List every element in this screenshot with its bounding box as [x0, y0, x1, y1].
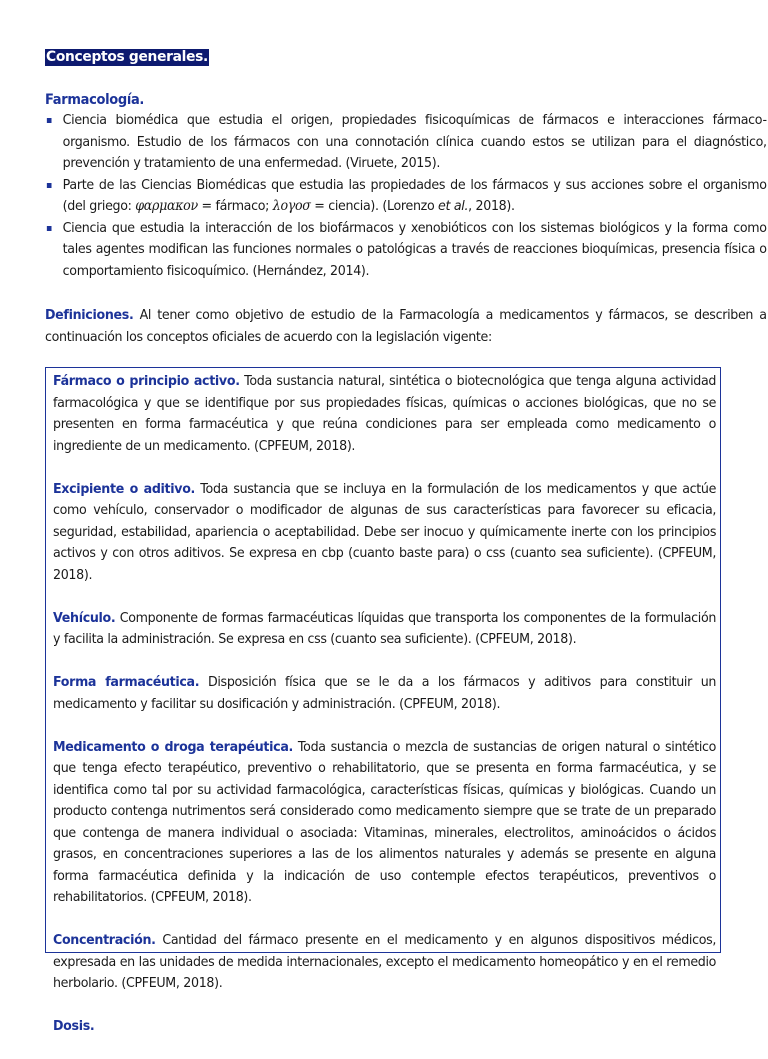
definition-text: Componente de formas farmacéuticas líquidas que transporta los componentes de la formulación y facilita la administración. Se expresa en css (cuanto sea suficiente). (CPFEUM, 2018).: [53, 609, 717, 647]
definition-term: Concentración.: [53, 932, 156, 948]
greek-term: λογοσ: [272, 198, 311, 214]
definition-text: Toda sustancia natural, sintética o biotecnológica que tenga alguna actividad farmacológica y que se identifique por sus propiedades físicas, químicas o acciones biológicas, que no se presenten en forma farmacéutica y que reúna condiciones para ser empleada como medicamento o ingrediente de un medicamento. (CPFEUM, 2018).: [53, 373, 717, 454]
farmacologia-list: [45, 110, 767, 282]
definitions-box-content: [53, 371, 716, 1059]
definition-entry: [53, 930, 716, 995]
list-item-text: Ciencia biomédica que estudia el origen, propiedades fisicoquímicas de fármacos e interacciones fármaco-organismo. Estudio de los fármacos con una connotación clínica cuando estos se utilizan para el diagnóstico, prevención y tratamiento de una enfermedad. (Viruete, 2015).: [62, 112, 767, 171]
definiciones-paragraph: [45, 305, 767, 348]
definition-entry: [53, 608, 716, 651]
definiciones-text: Al tener como objetivo de estudio de la Farmacología a medicamentos y fármacos, se describen a continuación los conceptos oficiales de acuerdo con la legislación vigente:: [45, 307, 767, 345]
definition-text: Cantidad del fármaco presente en el medicamento y en algunos dispositivos médicos, expresada en las unidades de medida internacionales, excepto el medicamento homeopático y en el remedio herbolario. (CPFEUM, 2018).: [53, 932, 717, 991]
definition-term: Vehículo.: [53, 609, 116, 626]
definition-term: Medicamento o droga terapéutica.: [53, 738, 293, 755]
definition-entry: [53, 737, 716, 909]
section-header: Conceptos generales.: [46, 49, 208, 65]
list-item-text: = ciencia). (Lorenzo: [310, 198, 439, 214]
list-item-text: , 2018).: [468, 198, 515, 214]
definitions-box: [45, 367, 721, 1034]
definition-term: Excipiente o aditivo.: [53, 480, 196, 497]
definition-term: Dosis.: [53, 1018, 95, 1034]
definition-text: Toda sustancia que se incluya en la formulación de los medicamentos y que actúe como vehículo, conservador o modificador de algunas de sus características para favorecer su eficacia, seguridad, estabilidad, apariencia o aceptabilidad. Debe ser inocuo y químicamente inerte con los principios activos y con otros aditivos. Se expresa en cbp (cuanto baste para) o css (cuanto sea suficiente). (CPFEUM, 2018).: [53, 480, 717, 583]
definition-text: Disposición física que se le da a los fármacos y aditivos para constituir un medicamento y facilitar su dosificación y administración. (CPFEUM, 2018).: [53, 674, 717, 712]
definition-term: Forma farmacéutica.: [53, 674, 200, 690]
bullet-square-icon: [47, 183, 52, 188]
list-item: [45, 218, 767, 283]
list-item-text: = fármaco;: [197, 198, 273, 214]
farmacologia-title: Farmacología.: [45, 92, 145, 108]
bullet-square-icon: [47, 118, 52, 123]
definiciones-title: Definiciones.: [45, 307, 134, 323]
definition-entry: [53, 371, 716, 457]
definition-entry: [53, 479, 716, 587]
list-item: [45, 110, 767, 175]
bullet-square-icon: [47, 226, 52, 231]
et-al: et al.: [438, 198, 469, 214]
definition-entry: [53, 1016, 716, 1038]
greek-term: φαρμακον: [135, 198, 198, 214]
list-item-text: Parte de las Ciencias Biomédicas que estudia las propiedades de los fármacos y sus acciones sobre el organismo (del griego:: [62, 176, 767, 214]
definition-term: Fármaco o principio activo.: [53, 373, 240, 389]
list-item-text: Ciencia que estudia la interacción de los biofármacos y xenobióticos con los sistemas biológicos y la forma como tales agentes modifican las funciones normales o patológicas a través de reacciones bioquímicas, presencia física o comportamiento fisicoquímico. (Hernández, 2014).: [62, 219, 767, 279]
list-item: [45, 175, 767, 218]
definition-entry: [53, 672, 716, 715]
definition-text: Toda sustancia o mezcla de sustancias de origen natural o sintético que tenga efecto terapéutico, preventivo o rehabilitatorio, que se presenta en forma farmacéutica, y se identifica como tal por su actividad farmacológica, características físicas, químicas y biológicas. Cuando un producto contenga nutrimentos será considerado como medicamento siempre que se trate de un preparado que contenga de manera individual o asociada: Vitaminas, minerales, electrolitos, aminoácidos o ácidos grasos, en concentraciones superiores a las de los alimentos naturales y además se presente en alguna forma farmacéutica definida y la indicación de uso contemple efectos terapéuticos, preventivos o rehabilitatorios. (CPFEUM, 2018).: [53, 738, 717, 905]
